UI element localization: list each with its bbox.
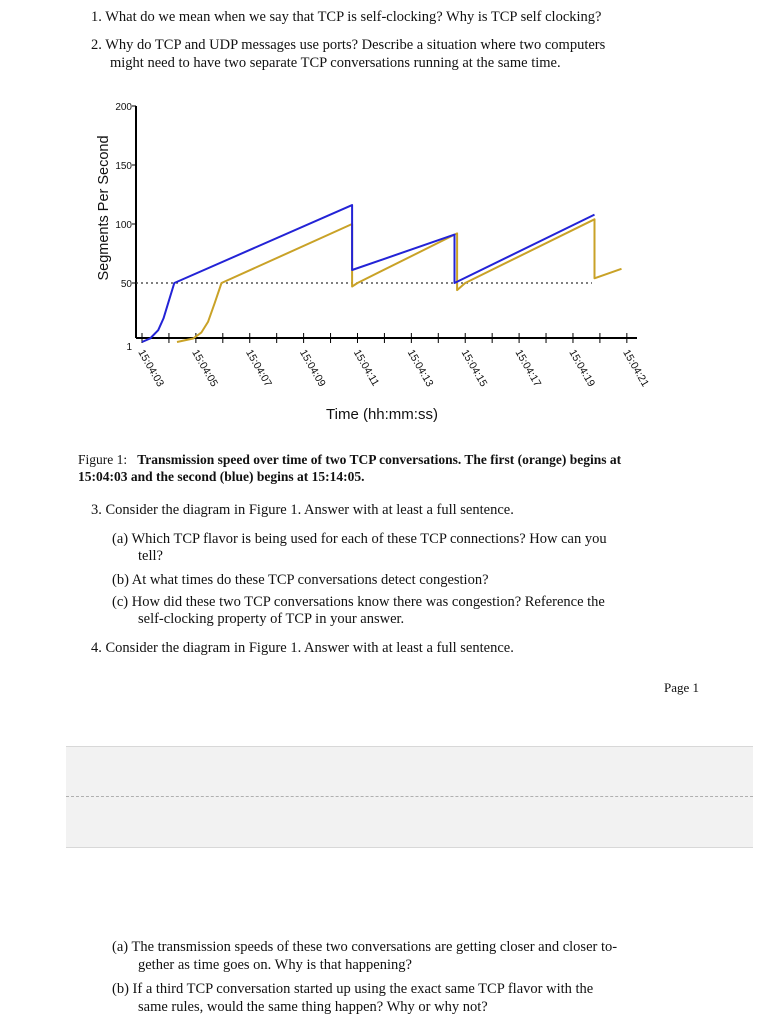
question-4b-line2: same rules, would the same thing happen? Why or why not? xyxy=(138,999,488,1015)
y-tick-label: 1 xyxy=(126,342,132,353)
x-tick-label: 15:04:21 xyxy=(620,347,652,389)
caption-line1: Transmission speed over time of two TCP conversations. The first (orange) begins at xyxy=(137,452,622,467)
x-tick-label: 15:04:09 xyxy=(297,347,328,389)
question-4a-line1: (a) The transmission speeds of these two conversations are getting closer and closer to- xyxy=(112,939,618,955)
page-separator-band xyxy=(66,746,753,848)
question-3b: (b) At what times do these TCP conversations detect congestion? xyxy=(112,572,489,588)
segments-per-second-chart xyxy=(0,0,759,440)
question-4b-line1: (b) If a third TCP conversation started up using the exact same TCP flavor with the xyxy=(112,981,594,997)
question-4a-line2: gether as time goes on. Why is that happening? xyxy=(138,957,412,973)
figure-caption xyxy=(78,451,708,485)
x-tick-label: 15:04:11 xyxy=(350,347,382,389)
y-tick-label: 50 xyxy=(120,279,132,290)
question-1: 1. What do we mean when we say that TCP is self-clocking? Why is TCP self clocking? xyxy=(91,9,602,25)
x-tick-label: 15:04:15 xyxy=(458,347,490,389)
question-3c-line1: (c) How did these two TCP conversations know there was congestion? Reference the xyxy=(112,594,605,610)
question-3c-line2: self-clocking property of TCP in your answer. xyxy=(138,611,405,627)
series-line-blue xyxy=(142,205,595,342)
x-tick-label: 15:04:19 xyxy=(566,347,598,389)
x-axis-label: Time (hh:mm:ss) xyxy=(326,406,438,423)
page-number: Page 1 xyxy=(664,680,700,695)
x-tick-label: 15:04:07 xyxy=(243,347,274,389)
question-3: 3. Consider the diagram in Figure 1. Answer with at least a full sentence. xyxy=(91,502,514,518)
question-3a-line1: (a) Which TCP flavor is being used for each of these TCP connections? How can you xyxy=(112,531,607,547)
x-tick-label: 15:04:13 xyxy=(404,347,436,389)
question-4: 4. Consider the diagram in Figure 1. Answer with at least a full sentence. xyxy=(91,640,514,656)
y-axis-label: Segments Per Second xyxy=(96,135,112,281)
y-tick-label: 100 xyxy=(115,220,132,231)
x-tick-label: 15:04:17 xyxy=(512,347,544,389)
series-line-orange xyxy=(177,219,622,342)
figure-label: Figure 1: xyxy=(78,452,128,467)
y-tick-label: 200 xyxy=(115,102,132,113)
page-separator-dashed-line xyxy=(66,796,753,797)
question-3a-line2: tell? xyxy=(138,548,163,564)
y-tick-label: 150 xyxy=(115,161,132,172)
caption-line2: 15:04:03 and the second (blue) begins at 15:14:05. xyxy=(78,469,365,484)
x-tick-label: 15:04:03 xyxy=(135,347,167,389)
question-2-line1: 2. Why do TCP and UDP messages use ports? Describe a situation where two computers xyxy=(91,37,606,53)
x-tick-label: 15:04:05 xyxy=(189,347,221,389)
question-2-line2: might need to have two separate TCP conversations running at the same time. xyxy=(110,55,561,71)
